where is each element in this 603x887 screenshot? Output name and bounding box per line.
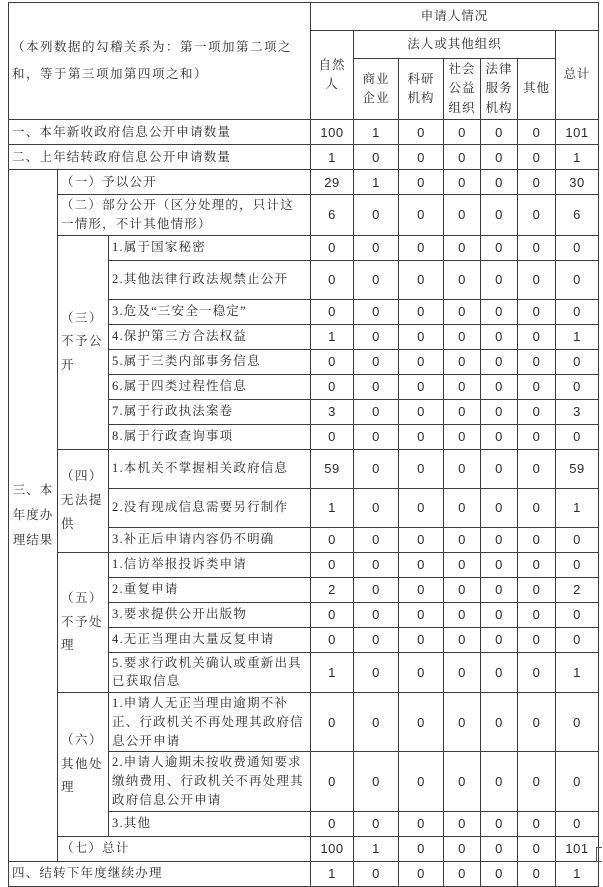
- value-cell: 0: [354, 299, 399, 324]
- value-cell: 0: [518, 170, 556, 195]
- value-cell: 0: [518, 752, 556, 811]
- value-cell: 0: [444, 552, 481, 577]
- row-label: 1.申请人无正当理由逾期不补正、行政机关不再处理其政府信息公开申请: [109, 693, 311, 752]
- value-cell: 0: [311, 602, 354, 627]
- value-cell: 0: [481, 811, 518, 836]
- value-cell: 0: [518, 195, 556, 236]
- value-cell: 0: [481, 693, 518, 752]
- value-cell: 0: [354, 399, 399, 424]
- value-cell: 0: [354, 374, 399, 399]
- text-caret: [596, 847, 602, 862]
- value-cell: 0: [399, 652, 444, 693]
- value-cell: 0: [518, 299, 556, 324]
- value-cell: 0: [399, 374, 444, 399]
- value-cell: 1: [354, 170, 399, 195]
- row-label: 7.属于行政执法案卷: [109, 399, 311, 424]
- value-cell: 0: [518, 324, 556, 349]
- row-label: （一）予以公开: [58, 170, 311, 195]
- value-cell: 0: [399, 752, 444, 811]
- value-cell: 0: [399, 324, 444, 349]
- group-label: （六）其他处理: [58, 693, 109, 837]
- value-cell: 0: [399, 488, 444, 527]
- value-cell: 0: [311, 552, 354, 577]
- value-cell: 0: [444, 811, 481, 836]
- value-cell: 0: [556, 693, 599, 752]
- value-cell: 0: [354, 527, 399, 552]
- value-cell: 0: [481, 145, 518, 170]
- value-cell: 0: [518, 145, 556, 170]
- value-cell: 0: [518, 627, 556, 652]
- row-label: 2.重复申请: [109, 577, 311, 602]
- table-row: [9, 195, 599, 236]
- row-label: 一、本年新收政府信息公开申请数量: [9, 120, 311, 145]
- value-cell: 0: [311, 299, 354, 324]
- value-cell: 1: [354, 120, 399, 145]
- value-cell: 0: [481, 552, 518, 577]
- table-row: [9, 693, 599, 752]
- value-cell: 0: [354, 324, 399, 349]
- value-cell: 0: [518, 811, 556, 836]
- value-cell: 0: [399, 424, 444, 449]
- value-cell: 0: [518, 424, 556, 449]
- value-cell: 0: [354, 235, 399, 260]
- value-cell: 0: [354, 552, 399, 577]
- value-cell: 0: [556, 260, 599, 299]
- value-cell: 0: [354, 627, 399, 652]
- value-cell: 1: [311, 145, 354, 170]
- value-cell: 0: [518, 577, 556, 602]
- value-cell: 0: [518, 260, 556, 299]
- value-cell: 0: [399, 299, 444, 324]
- row-label: （七）总计: [58, 836, 311, 861]
- value-cell: 0: [444, 602, 481, 627]
- value-cell: 0: [481, 374, 518, 399]
- value-cell: 0: [399, 349, 444, 374]
- value-cell: 0: [354, 752, 399, 811]
- value-cell: 1: [556, 324, 599, 349]
- value-cell: 0: [399, 693, 444, 752]
- value-cell: 0: [518, 527, 556, 552]
- row-label: 3.要求提供公开出版物: [109, 602, 311, 627]
- col-header-total: 总计: [556, 31, 599, 120]
- value-cell: 0: [311, 811, 354, 836]
- value-cell: 0: [481, 577, 518, 602]
- row-label: 1.属于国家秘密: [109, 235, 311, 260]
- value-cell: 0: [444, 449, 481, 488]
- value-cell: 0: [518, 449, 556, 488]
- value-cell: 0: [518, 120, 556, 145]
- value-cell: 0: [354, 424, 399, 449]
- value-cell: 6: [311, 195, 354, 236]
- disclosure-statistics-table: [8, 2, 599, 887]
- value-cell: 0: [518, 349, 556, 374]
- row-label: 1.信访举报投诉类申请: [109, 552, 311, 577]
- value-cell: 1: [556, 652, 599, 693]
- value-cell: 0: [354, 811, 399, 836]
- value-cell: 0: [444, 836, 481, 861]
- value-cell: 0: [556, 811, 599, 836]
- col-header-natural-person: 自然人: [311, 31, 354, 120]
- value-cell: 0: [399, 577, 444, 602]
- value-cell: 59: [311, 449, 354, 488]
- value-cell: 0: [556, 299, 599, 324]
- value-cell: 0: [556, 424, 599, 449]
- value-cell: 0: [311, 424, 354, 449]
- value-cell: 6: [556, 195, 599, 236]
- value-cell: 0: [481, 299, 518, 324]
- value-cell: 0: [556, 374, 599, 399]
- value-cell: 0: [354, 260, 399, 299]
- value-cell: 0: [481, 260, 518, 299]
- value-cell: 0: [354, 349, 399, 374]
- value-cell: 0: [481, 235, 518, 260]
- value-cell: 0: [399, 195, 444, 236]
- value-cell: 0: [354, 693, 399, 752]
- value-cell: 0: [354, 861, 399, 886]
- row-label: 四、结转下年度继续办理: [9, 861, 311, 886]
- value-cell: 3: [311, 399, 354, 424]
- value-cell: 0: [556, 235, 599, 260]
- value-cell: 3: [556, 399, 599, 424]
- value-cell: 0: [444, 299, 481, 324]
- value-cell: 0: [444, 752, 481, 811]
- value-cell: 1: [354, 836, 399, 861]
- col-header-business: 商业企业: [354, 59, 399, 120]
- row-label: 2.申请人逾期未按收费通知要求缴纳费用、行政机关不再处理其政府信息公开申请: [109, 752, 311, 811]
- row-label: （二）部分公开（区分处理的，只计这一情形，不计其他情形）: [58, 195, 311, 236]
- value-cell: 0: [399, 145, 444, 170]
- row-label: 5.属于三类内部事务信息: [109, 349, 311, 374]
- value-cell: 0: [481, 861, 518, 886]
- value-cell: 1: [311, 324, 354, 349]
- row-label: 2.没有现成信息需要另行制作: [109, 488, 311, 527]
- value-cell: 0: [518, 602, 556, 627]
- table-row: [9, 836, 599, 861]
- value-cell: 0: [354, 488, 399, 527]
- value-cell: 0: [399, 235, 444, 260]
- value-cell: 0: [311, 693, 354, 752]
- value-cell: 0: [311, 260, 354, 299]
- value-cell: 0: [399, 527, 444, 552]
- value-cell: 0: [444, 627, 481, 652]
- value-cell: 0: [444, 324, 481, 349]
- value-cell: 0: [518, 552, 556, 577]
- value-cell: 0: [399, 552, 444, 577]
- value-cell: 0: [444, 145, 481, 170]
- value-cell: 0: [481, 836, 518, 861]
- value-cell: 0: [518, 836, 556, 861]
- value-cell: 0: [444, 652, 481, 693]
- value-cell: 1: [556, 145, 599, 170]
- table-row: [9, 170, 599, 195]
- value-cell: 0: [354, 145, 399, 170]
- value-cell: 30: [556, 170, 599, 195]
- value-cell: 0: [444, 170, 481, 195]
- value-cell: 0: [444, 488, 481, 527]
- value-cell: 0: [399, 627, 444, 652]
- value-cell: 1: [311, 488, 354, 527]
- header-row-1: [9, 3, 599, 31]
- col-header-research: 科研机构: [399, 59, 444, 120]
- value-cell: 29: [311, 170, 354, 195]
- group-label: （五）不予处理: [58, 552, 109, 693]
- value-cell: 0: [444, 235, 481, 260]
- value-cell: 0: [444, 424, 481, 449]
- value-cell: 0: [444, 349, 481, 374]
- value-cell: 1: [311, 861, 354, 886]
- value-cell: 0: [311, 752, 354, 811]
- value-cell: 0: [444, 861, 481, 886]
- value-cell: 0: [444, 120, 481, 145]
- row-label: 4.保护第三方合法权益: [109, 324, 311, 349]
- col-header-applicant-group: 申请人情况: [311, 3, 599, 31]
- value-cell: 0: [354, 602, 399, 627]
- value-cell: 1: [311, 652, 354, 693]
- value-cell: 100: [311, 120, 354, 145]
- value-cell: 0: [481, 349, 518, 374]
- value-cell: 0: [481, 627, 518, 652]
- value-cell: 0: [399, 836, 444, 861]
- value-cell: 0: [399, 170, 444, 195]
- value-cell: 0: [481, 424, 518, 449]
- table-row: [9, 145, 599, 170]
- value-cell: 0: [481, 324, 518, 349]
- value-cell: 0: [556, 752, 599, 811]
- value-cell: 0: [311, 627, 354, 652]
- value-cell: 1: [556, 861, 599, 886]
- section-label: 三、本年度办理结果: [9, 170, 58, 862]
- value-cell: 0: [556, 527, 599, 552]
- col-header-legal-service: 法律服务机构: [481, 59, 518, 120]
- value-cell: 0: [481, 195, 518, 236]
- value-cell: 2: [311, 577, 354, 602]
- value-cell: 0: [518, 693, 556, 752]
- value-cell: 0: [311, 527, 354, 552]
- value-cell: 0: [556, 602, 599, 627]
- value-cell: 0: [444, 527, 481, 552]
- row-label: 2.其他法律行政法规禁止公开: [109, 260, 311, 299]
- group-label: （四）无法提供: [58, 449, 109, 552]
- value-cell: 0: [399, 602, 444, 627]
- value-cell: 0: [444, 399, 481, 424]
- table-row: [9, 861, 599, 886]
- table-row: [9, 120, 599, 145]
- value-cell: 0: [444, 260, 481, 299]
- value-cell: 0: [444, 577, 481, 602]
- value-cell: 0: [518, 652, 556, 693]
- value-cell: 101: [556, 836, 599, 861]
- value-cell: 2: [556, 577, 599, 602]
- value-cell: 0: [311, 374, 354, 399]
- value-cell: 0: [518, 374, 556, 399]
- value-cell: 0: [481, 399, 518, 424]
- value-cell: 1: [556, 488, 599, 527]
- value-cell: 0: [399, 449, 444, 488]
- value-cell: 0: [481, 752, 518, 811]
- row-label: 二、上年结转政府信息公开申请数量: [9, 145, 311, 170]
- value-cell: 0: [311, 235, 354, 260]
- value-cell: 0: [518, 488, 556, 527]
- value-cell: 0: [444, 195, 481, 236]
- value-cell: 0: [481, 527, 518, 552]
- row-label: 3.其他: [109, 811, 311, 836]
- value-cell: 0: [556, 627, 599, 652]
- value-cell: 0: [481, 449, 518, 488]
- value-cell: 100: [311, 836, 354, 861]
- value-cell: 0: [556, 349, 599, 374]
- col-header-legal-group: 法人或其他组织: [354, 31, 556, 59]
- value-cell: 0: [481, 170, 518, 195]
- value-cell: 0: [399, 399, 444, 424]
- value-cell: 0: [354, 449, 399, 488]
- value-cell: 0: [399, 811, 444, 836]
- value-cell: 59: [556, 449, 599, 488]
- value-cell: 0: [399, 861, 444, 886]
- table-row: [9, 449, 599, 488]
- group-label: （三）不予公开: [58, 235, 109, 449]
- row-label: 5.要求行政机关确认或重新出具已获取信息: [109, 652, 311, 693]
- table-row: [9, 235, 599, 260]
- row-label: 8.属于行政查询事项: [109, 424, 311, 449]
- row-label: 1.本机关不掌握相关政府信息: [109, 449, 311, 488]
- value-cell: 0: [311, 349, 354, 374]
- value-cell: 101: [556, 120, 599, 145]
- value-cell: 0: [399, 260, 444, 299]
- col-header-other: 其他: [518, 59, 556, 120]
- table-row: [9, 552, 599, 577]
- value-cell: 0: [481, 652, 518, 693]
- row-label: 4.无正当理由大量反复申请: [109, 627, 311, 652]
- row-label: 6.属于四类过程性信息: [109, 374, 311, 399]
- value-cell: 0: [399, 120, 444, 145]
- value-cell: 0: [354, 195, 399, 236]
- row-label: 3.补正后申请内容仍不明确: [109, 527, 311, 552]
- value-cell: 0: [481, 602, 518, 627]
- value-cell: 0: [354, 652, 399, 693]
- value-cell: 0: [518, 399, 556, 424]
- value-cell: 0: [556, 552, 599, 577]
- value-cell: 0: [518, 235, 556, 260]
- value-cell: 0: [481, 488, 518, 527]
- value-cell: 0: [481, 120, 518, 145]
- col-header-social: 社会公益组织: [444, 59, 481, 120]
- report-page: [8, 2, 598, 887]
- row-label: 3.危及“三安全一稳定”: [109, 299, 311, 324]
- value-cell: 0: [518, 861, 556, 886]
- reconciliation-note: （本列数据的勾稽关系为：第一项加第二项之和，等于第三项加第四项之和）: [9, 3, 311, 120]
- value-cell: 0: [354, 577, 399, 602]
- value-cell: 0: [444, 693, 481, 752]
- value-cell: 0: [444, 374, 481, 399]
